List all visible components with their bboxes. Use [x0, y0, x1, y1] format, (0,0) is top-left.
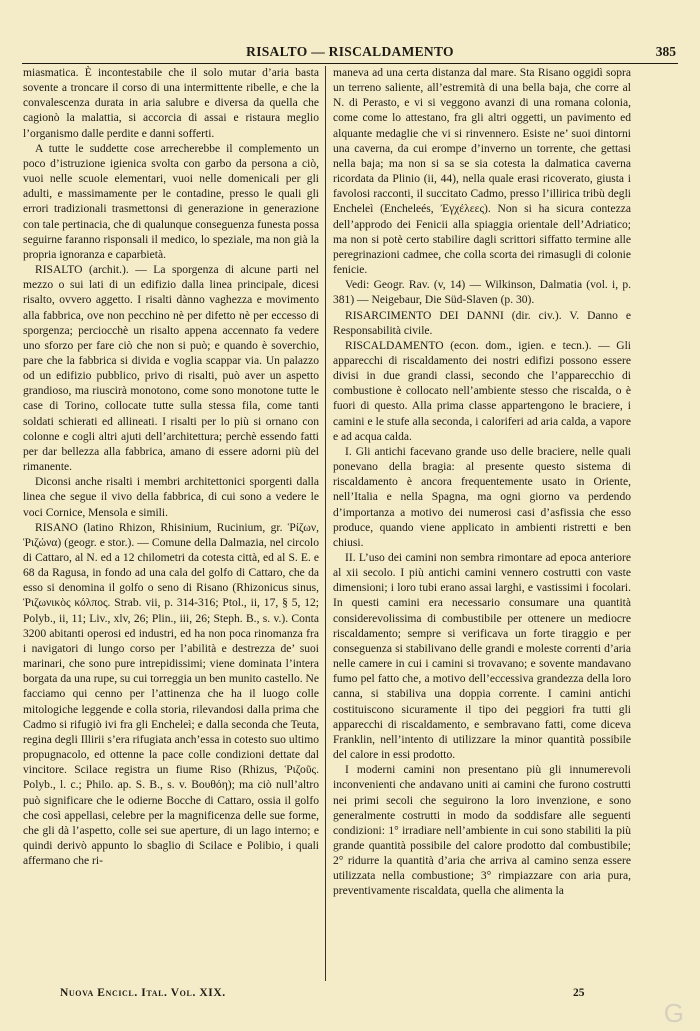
entry-risano: RISANO (latino Rhizon, Rhisinium, Rucinium, gr. Ῥίζων, Ῥιζώνα) (geogr. e stor.). — Comune della Dalmazia, nel circolo di Cattaro, al N. ed a 12 chilometri da cotesta città, ed al S. E. e 68 da Ragusa, in fondo ad una cala del golfo di Cattaro, che da esso si denomina il golfo o seno di Risano (Rhizonicus sinus, Ῥιζωνικὸς κόλπος. Strab. vii, p. 314-316; Ptol., ii, 17, § 5, 12; Polyb., ii, 11; Liv., xlv, 26; Plin., iii, 26; Steph. B., s. v.). Conta 3200 abitanti operosi ed industri, ed ha non poca rinomanza fra i navigatori di lungo corso per l’abilità e destrezza de’ suoi marinari, che sono pure intrepidissimi; viene dominata l’intera borgata da una rupe, su cui torreggia un ben munito castello. Ne facciamo qui cenno per l’attinenza che ha il luogo colle mitologiche leggende e colla storia, rilevandosi dalla prima che Cadmo si rifugiò ivi fra gli Encheleì; e dalla seconda che Teuta, regina degli Illirii s’era rifugiata anch’essa in cotesto suo ultimo propugnacolo, ed ottenne la pace colle condizioni dettate dal vincitore. Scilace registra un fiume Riso (Rhizus, Ῥιζοῦς. Polyb., l. c.; Philo. ap. S. B., s. v. Βουθόη); ma ciò null’altro può significare che le odierne Bocche di Cattaro, ossia il golfo che così appellasi, celebre per la magnificenza delle sue forme, che gli dà l’aspetto, colle sei sue aperture, di un lago interno; e quindi derivò appunto lo sbaglio di Scilace e Polibio, i quali affermano che ri- — [23, 521, 319, 868]
paragraph: miasmatica. È incontestabile che il solo mutar d’aria basta sovente a troncare il corso di una intermittente ribelle, e che la convalescenza durata in aria salubre e diversa da quella che cagionò la malattia, si accorcia di assai e ristaura meglio l’organismo dalle perdite e danni sofferti. — [23, 67, 319, 140]
column-divider — [325, 66, 326, 981]
signature-mark: Nuova Encicl. Ital. Vol. XIX. — [60, 987, 226, 999]
paragraph: II. L’uso dei camini non sembra rimontare ad epoca anteriore al xii secolo. I più antichi camini vennero costrutti con vaste dimensioni; i loro tubi erano assai larghi, e vastissimi i focolari. In questi camini era necessario consumare una quantità considerevolissima di combustibile per ottenere un mediocre riscaldamento; sempre si verificava un forte tiraggio e per conseguenza si stabilivano delle grandi e moleste correnti d’aria nelle camere in cui i camini si trovavano; e sovente mandavano fumo pel fatto che, a motivo dell’eccessiva grandezza della loro canna, si stabiliva una doppia corrente. I camini antichi costituiscono sicuramente il tipo dei peggiori fra tutti gli apparecchi di riscaldamento, e sembravano fatti, come diceva Franklin, nell’intento di utilizzare la minor quantità possibile del calore in essi prodotto. — [333, 552, 631, 762]
paragraph: I. Gli antichi facevano grande uso delle braciere, nelle quali ponevano della bragia: al presente questo sistema di riscaldamento è ancora frequentemente usato in Oriente, nell’Italia e nella Spagna, ma ogni giorno va perdendo d’importanza a motivo dei numerosi casi d’asfissia che esso produce, quando viene applicato in ambienti ristretti e ben chiusi. — [333, 445, 631, 549]
page-footer — [40, 987, 660, 1005]
references: Vedi: Geogr. Rav. (v, 14) — Wilkinson, Dalmatia (vol. i, p. 381) — Neigebaur, Die Süd-Slaven (p. 30). — [333, 279, 631, 307]
sheet-number: 25 — [573, 987, 585, 999]
paragraph: maneva ad una certa distanza dal mare. Sta Risano oggidì sopra un terreno saliente, all’estremità di una bella baja, che corre al N. di Perasto, e vi si veggono avanzi di una romana colonia, come come lo attestano, fra gli altri oggetti, un pavimento ed alquante medaglie che vi si rinvennero. Esiste ne’ suoi dintorni una caverna, da cui erompe d’inverno un torrente, che gettasi nella baja; ma non si sa se sia cotesta la dalmatica caverna ricordata da Plinio (ii, 44), nella quale erasi ricoverato, giusta i favolosi racconti, il succitato Cadmo, presso l’illirica tribù degli Encheleì (Encheleés, Ἐγχέλεες). Non si ha sicura contezza dell’approdo dei Fenicii alla spiaggia orientale dell’Adriatico; ma non si potè certo stabilire dagli scrittori siffatto termine alle peregrinazioni cadmee, che colla scorta dei rimasugli di colonie fenicie. — [333, 67, 631, 277]
paragraph: I moderni camini non presentano più gli innumerevoli inconvenienti che andavano uniti ai camini che furono costrutti nei primi secoli che seguirono la loro invenzione, e sono generalmente costrutti in modo da soddisfare alle seguenti condizioni: 1° irradiare nell’ambiente in cui sono stabiliti la più grande quantità possibile del calore prodotto dal combustibile; 2° ridurre la quantità d’aria che arriva al camino senza essere utilizzata nella combustione; 3° rimpiazzare con aria pura, preventivamente riscaldata, quella che alimenta la — [333, 764, 631, 898]
entry-risarcimento: RISARCIMENTO DEI DANNI (dir. civ.). V. Danno e Responsabilità civile. — [333, 309, 631, 337]
scan-watermark: G — [663, 998, 684, 1028]
right-column — [333, 66, 631, 981]
paragraph: Diconsi anche risalti i membri architettonici sporgenti dalla linea che segue il vivo della fabbrica, di cui sono a vedere le voci Cornice, Mensola e simili. — [23, 476, 319, 519]
paragraph: A tutte le suddette cose arrecherebbe il complemento un poco d’istruzione igienica svolta con garbo da persona a ciò, vuoi nelle scuole elementari, vuoi nelle domenicali per gli adulti, e massimamente per le contadine, presso le quali gli errori tradizionali trasmettonsi di generazione in generazione con tale pertinacia, che di qualunque conseguenza funesta possa seguirne faranno risponsali il medico, lo speziale, ma non già la propria ignoranza e caparbietà. — [23, 142, 319, 261]
entry-riscaldamento: RISCALDAMENTO (econ. dom., igien. e tecn.). — Gli apparecchi di riscaldamento dei nostri edifizi possono essere divisi in due grandi classi, secondo che l’apparecchio di combustione è collocato nell’ambiente stesso che riscalda, o è fuori di questo. Alla prima classe appartengono le braciere, i camini e le stufe alla seconda, i caloriferi ad aria calda, a vapore e ad acqua calda. — [333, 339, 631, 443]
header-title: RISALTO — RISCALDAMENTO — [246, 44, 454, 59]
entry-risalto: RISALTO (archit.). — La sporgenza di alcune parti nel mezzo o sui lati di un edifizio dalla linea principale, dicesi risalto, ovvero aggetto. I risalti dànno vaghezza e movimento alla fabbrica, ove non pecchino nè per difetto nè per eccesso di sporgenza; perciocchè un risalto appena accennato fa vedere uno sforzo per fare ciò che non si può; e quando è soverchio, pare che la fabbrica si divida e voglia scappar via. Un palazzo od un edifizio pubblico, privo di risalti, può aver un aspetto grandioso, ma riuscirà monotono, come sono monotone tutte le case di Torino, collocate tutte sulla stessa fila, come tanti soldati schierati ed allineati. I risalti per lo più si ornano con colonne e cogli altri ajuti dell’architettura; perchè essendo fatti per dar bellezza alla fabbrica, amano di essere adorni più del rimanente. — [23, 264, 319, 474]
header-rule — [22, 63, 678, 64]
left-column — [23, 66, 319, 981]
page-number: 385 — [655, 44, 676, 59]
